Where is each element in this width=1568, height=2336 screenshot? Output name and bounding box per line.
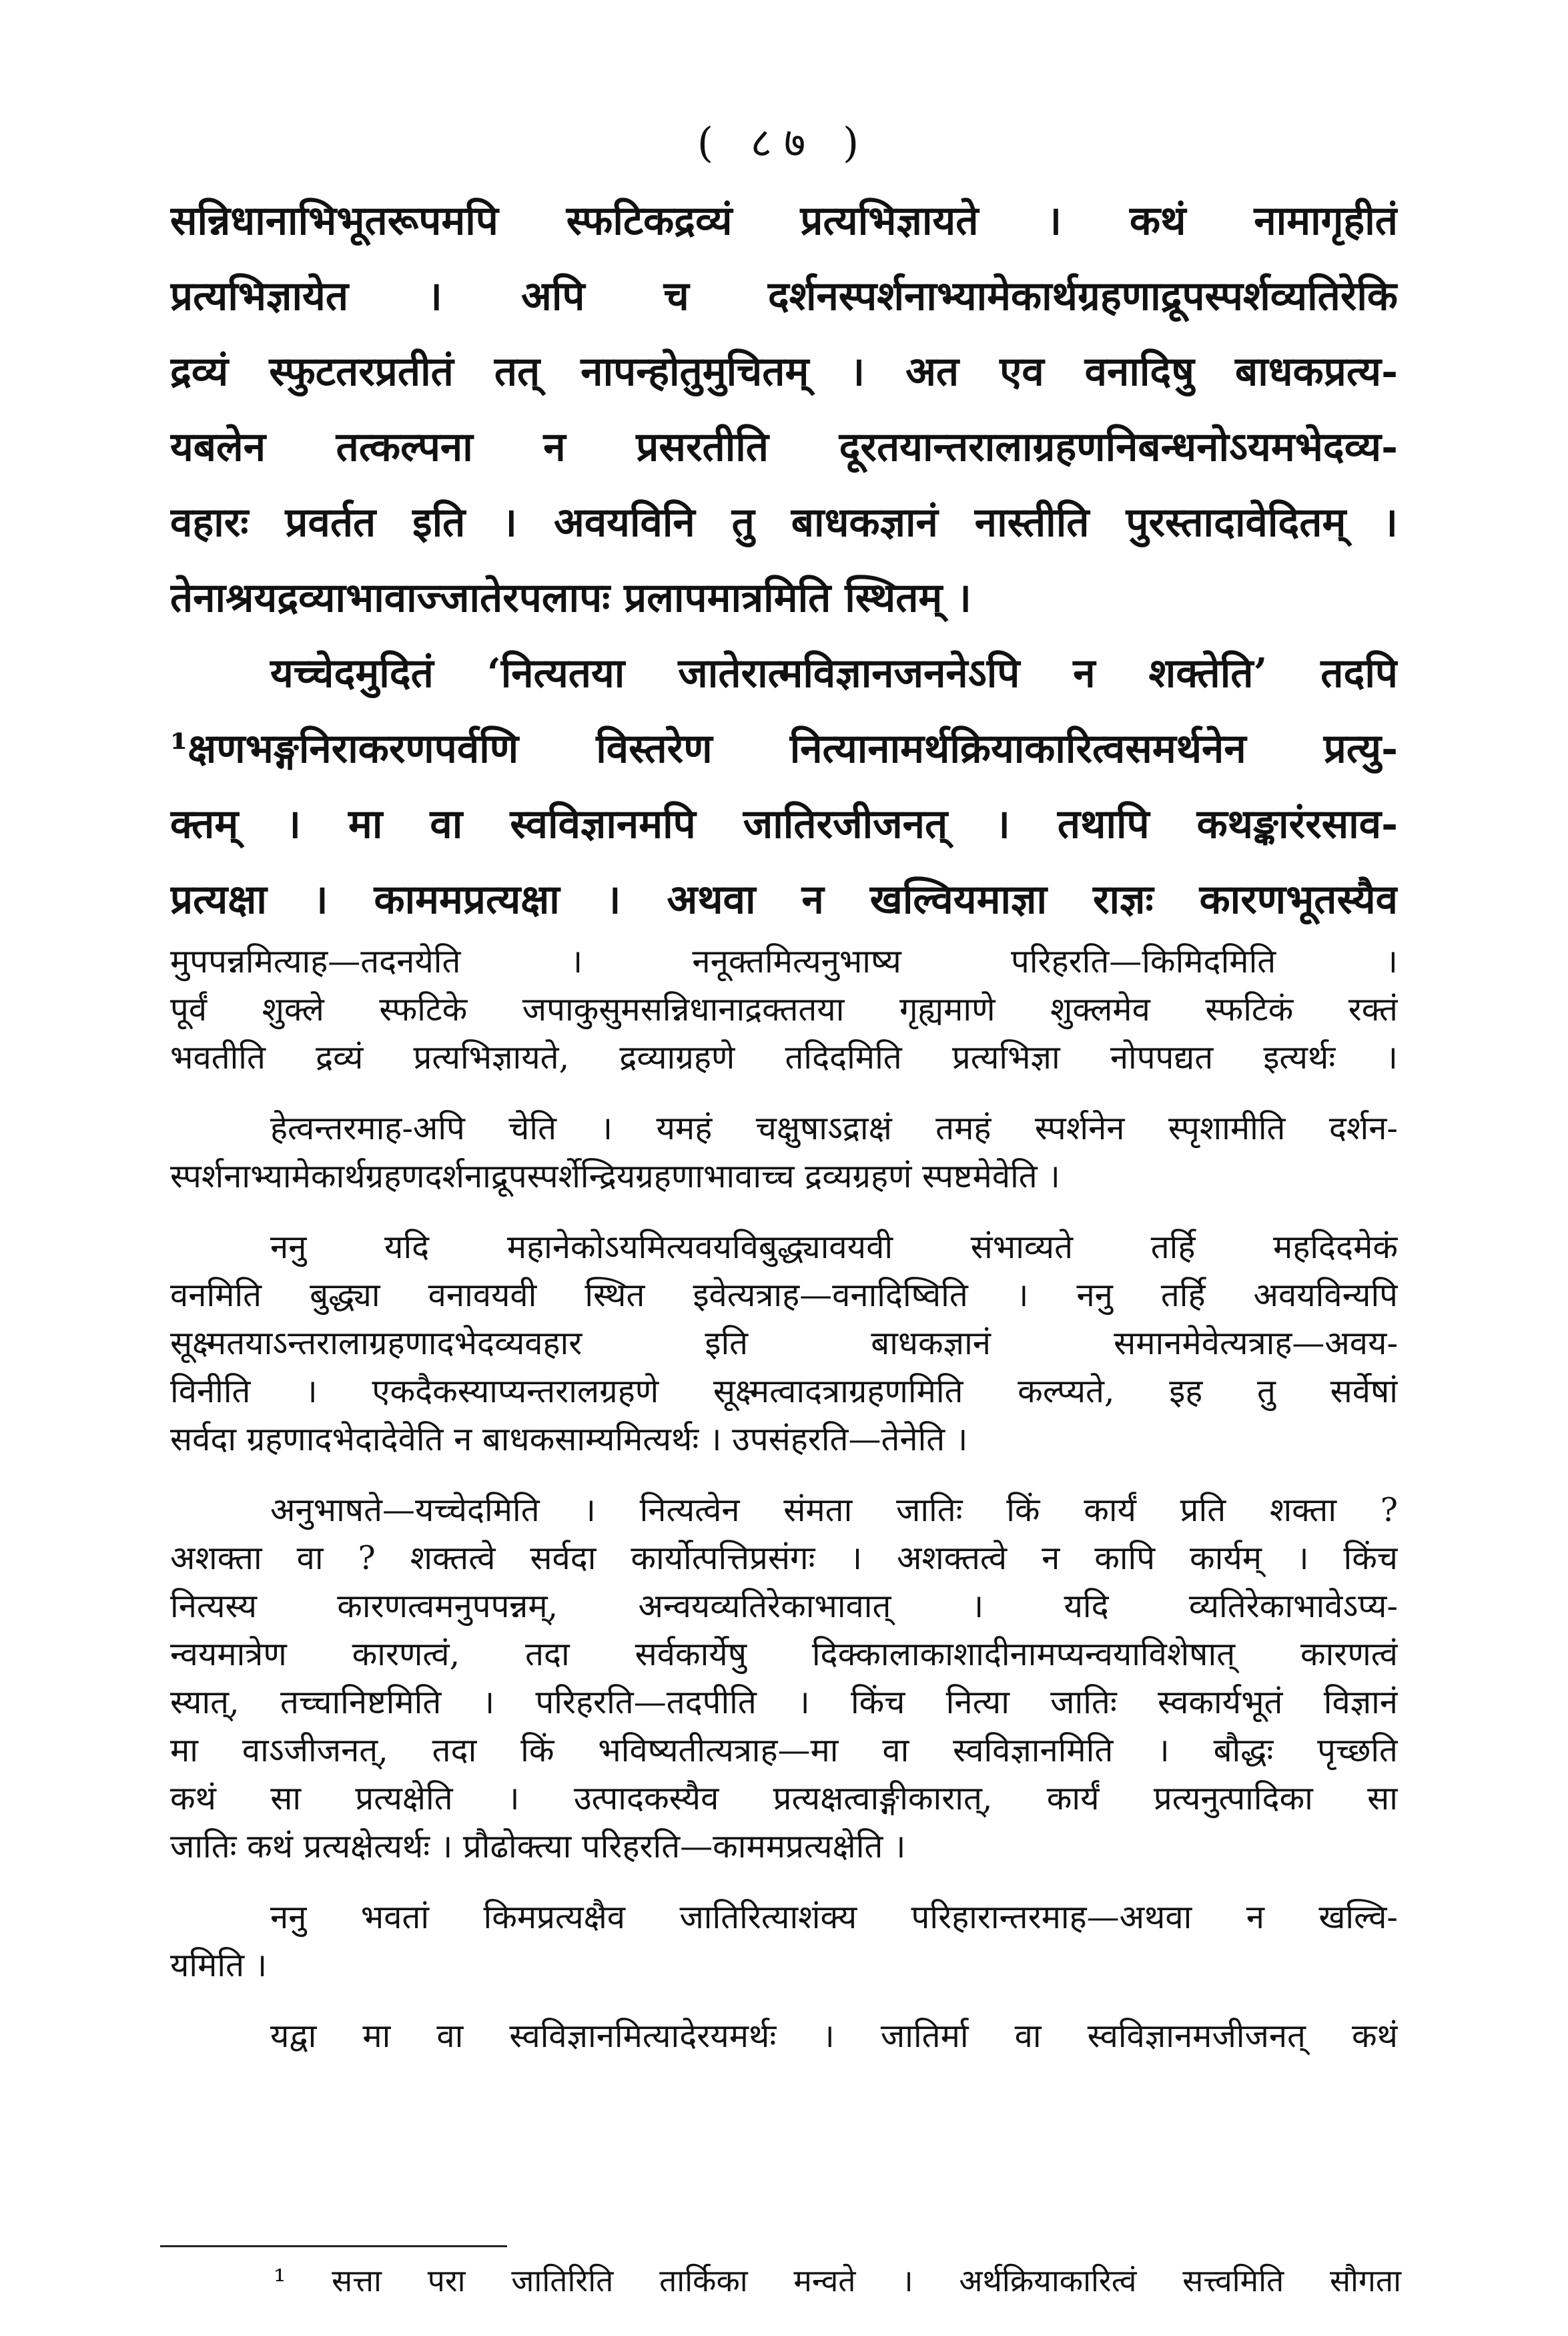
page-number: ( ८७ ) bbox=[697, 118, 871, 167]
main-text-line: प्रत्यभिज्ञायेत । अपि च दर्शनस्पर्शनाभ्यामेकार्थग्रहणाद्रूपस्पर्शव्यतिरेकि bbox=[170, 273, 1398, 320]
commentary-line: सूक्ष्मतयाऽन्तरालाग्रहणादभेदव्यवहार इति बाधकज्ञानं समानमेवेत्यत्राह—अवय- bbox=[170, 1324, 1398, 1362]
main-text bbox=[170, 184, 1398, 938]
commentary-line: स्पर्शनाभ्यामेकार्थग्रहणदर्शनाद्रूपस्पर्शेन्द्रियग्रहणाभावाच्च द्रव्यग्रहणं स्पष्टमेवेति । bbox=[170, 1157, 1060, 1195]
main-text-line: सन्निधानाभिभूतरूपमपि स्फटिकद्रव्यं प्रत्यभिज्ञायते । कथं नामागृहीतं bbox=[170, 198, 1398, 244]
commentary-line: वनमिति बुद्ध्या वनावयवी स्थित इवेत्यत्राह—वनादिष्विति । ननु तर्हि अवयविन्यपि bbox=[170, 1276, 1398, 1314]
main-text-line: यबलेन तत्कल्पना न प्रसरतीति दूरतयान्तरालाग्रहणनिबन्धनोऽयमभेदव्य- bbox=[170, 424, 1398, 471]
commentary-line: स्यात्, तच्चानिष्टमिति । परिहरति—तदपीति । किंच नित्या जातिः स्वकार्यभूतं विज्ञानं bbox=[170, 1683, 1398, 1721]
main-text-line: तेनाश्रयद्रव्याभावाज्जातेरपलापः प्रलापमात्रमिति स्थितम् । bbox=[170, 575, 971, 621]
commentary-line: ननु भवतां किमप्रत्यक्षैव जातिरित्याशंक्य परिहारान्तरमाह—अथवा न खल्वि- bbox=[270, 1898, 1398, 1936]
commentary-line: यमिति । bbox=[170, 1946, 268, 1984]
footnote-rule bbox=[160, 2245, 507, 2247]
main-text-line: ¹क्षणभङ्गनिराकरणपर्वणि विस्तरेण नित्यानामर्थक्रियाकारित्वसमर्थनेन प्रत्यु- bbox=[170, 725, 1398, 772]
commentary-line: सर्वदा ग्रहणादभेदादेवेति न बाधकसाम्यमित्यर्थः । उपसंहरति—तेनेति । bbox=[170, 1420, 968, 1458]
commentary-line: ननु यदि महानेकोऽयमित्यवयविबुद्ध्यावयवी संभाव्यते तर्हि महदिदमेकं bbox=[270, 1228, 1398, 1266]
commentary-line: विनीति । एकदैकस्याप्यन्तरालग्रहणे सूक्ष्मत्वादत्राग्रहणमिति कल्प्यते, इह तु सर्वेषां bbox=[170, 1372, 1398, 1410]
main-text-line: वहारः प्रवर्तत इति । अवयविनि तु बाधकज्ञानं नास्तीति पुरस्तादावेदितम् । bbox=[170, 499, 1398, 546]
commentary-line: मा वाऽजीजनत्, तदा किं भविष्यतीत्यत्राह—मा वा स्वविज्ञानमिति । बौद्धः पृच्छति bbox=[170, 1731, 1398, 1769]
commentary-line: कथं सा प्रत्यक्षेति । उत्पादकस्यैव प्रत्यक्षत्वाङ्गीकारात्, कार्यं प्रत्यनुत्पादिका सा bbox=[170, 1779, 1398, 1817]
main-text-line: द्रव्यं स्फुटतरप्रतीतं तत् नापन्होतुमुचितम् । अत एव वनादिषु बाधकप्रत्य- bbox=[170, 348, 1398, 395]
commentary-line: अनुभाषते—यच्चेदमिति । नित्यत्वेन संमता जातिः किं कार्यं प्रति शक्ता ? bbox=[270, 1491, 1398, 1529]
commentary-line: हेत्वन्तरमाह-अपि चेति । यमहं चक्षुषाऽद्राक्षं तमहं स्पर्शनेन स्पृशामीति दर्शन- bbox=[270, 1109, 1398, 1147]
commentary-line: अशक्ता वा ? शक्तत्वे सर्वदा कार्योत्पत्तिप्रसंगः । अशक्तत्वे न कापि कार्यम् । किंच bbox=[170, 1539, 1398, 1577]
commentary-line: न्वयमात्रेण कारणत्वं, तदा सर्वकार्येषु दिक्कालाकाशादीनामप्यन्वयाविशेषात् कारणत्वं bbox=[170, 1635, 1398, 1673]
commentary-line: यद्वा मा वा स्वविज्ञानमित्यादेरयमर्थः । जातिर्मा वा स्वविज्ञानमजीजनत् कथं bbox=[270, 2017, 1398, 2055]
main-text-line: यच्चेदमुदितं ‘नित्यतया जातेरात्मविज्ञानजननेऽपि न शक्तेति’ तदपि bbox=[270, 650, 1398, 697]
commentary bbox=[170, 938, 1398, 2060]
commentary-line: जातिः कथं प्रत्यक्षेत्यर्थः । प्रौढोक्त्या परिहरति—काममप्रत्यक्षेति । bbox=[170, 1827, 906, 1865]
commentary-line: भवतीति द्रव्यं प्रत्यभिज्ञायते, द्रव्याग्रहणे तदिदमिति प्रत्यभिज्ञा नोपपद्यत इत्यर्थः । bbox=[170, 1039, 1398, 1077]
footnote: ¹ सत्ता परा जातिरिति तार्किका मन्वते । अर्थक्रियाकारित्वं सत्त्वमिति सौगता bbox=[274, 2263, 1401, 2299]
main-text-line: प्रत्यक्षा । काममप्रत्यक्षा । अथवा न खल्वियमाज्ञा राज्ञः कारणभूतस्यैव bbox=[170, 876, 1398, 923]
commentary-line: पूर्वं शुक्ले स्फटिके जपाकुसुमसन्निधानाद्रक्ततया गृह्यमाणे शुक्लमेव स्फटिकं रक्तं bbox=[170, 990, 1398, 1029]
main-text-line: क्तम् । मा वा स्वविज्ञानमपि जातिरजीजनत् । तथापि कथङ्कारंरसाव- bbox=[170, 801, 1398, 848]
commentary-line: मुपपन्नमित्याह—तदनयेति । ननूक्तमित्यनुभाष्य परिहरति—किमिदमिति । bbox=[170, 942, 1398, 980]
commentary-line: नित्यस्य कारणत्वमनुपपन्नम्, अन्वयव्यतिरेकाभावात् । यदि व्यतिरेकाभावेऽप्य- bbox=[170, 1587, 1398, 1625]
